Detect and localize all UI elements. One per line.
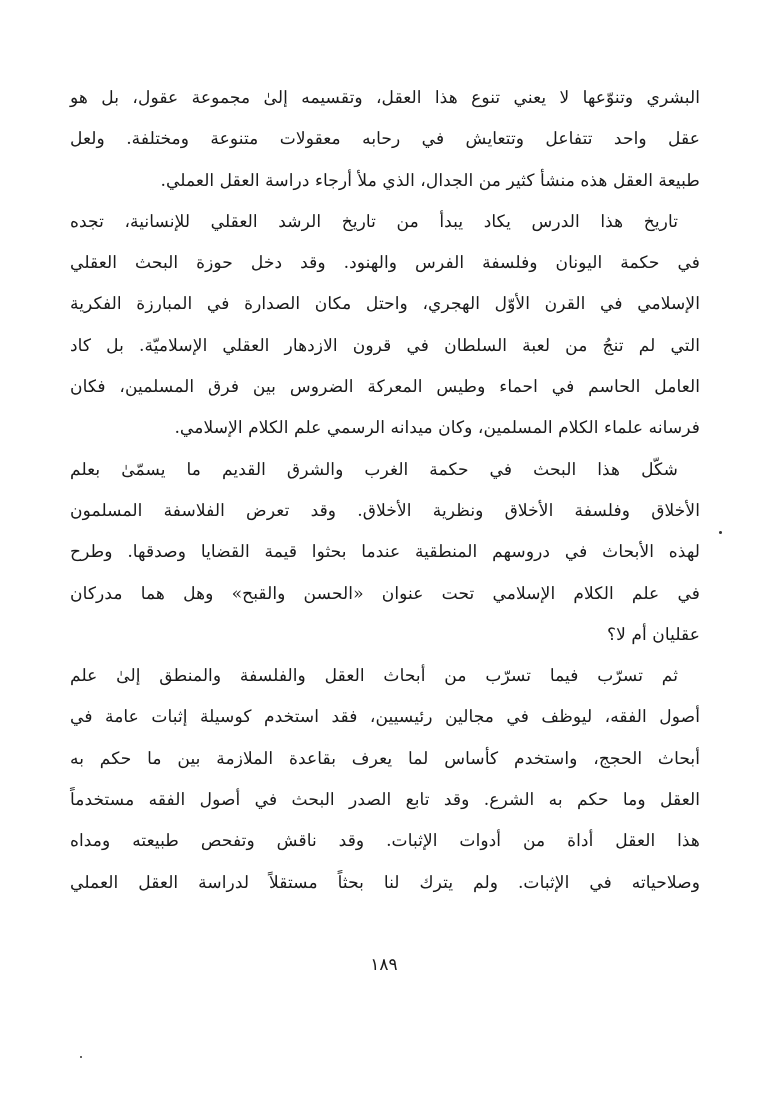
text-line: العامل الحاسم في احماء وطيس المعركة الضروس بين فرق المسلمين، فكان (70, 377, 700, 398)
text-line: فرسانه علماء الكلام المسلمين، وكان ميدانه الرسمي علم الكلام الإسلامي. (174, 418, 700, 439)
text-line: في حكمة اليونان وفلسفة الفرس والهنود. وقد دخل حوزة البحث العقلي (70, 253, 700, 274)
text-line: الإسلامي في القرن الأوّل الهجري، واحتل مكان الصدارة في المبارزة الفكرية (70, 294, 700, 315)
text-line: التي لم تنجُ من لعبة السلطان في قرون الازدهار العقلي الإسلاميّة. بل كاد (70, 335, 700, 356)
text-line: أصول الفقه، ليوظف في مجالين رئيسيين، فقد استخدم كوسيلة إثبات عامة في (70, 707, 700, 728)
text-line: لهذه الأبحاث في دروسهم المنطقية عندما بحثوا قيمة القضايا وصدقها. وطرح (70, 542, 700, 563)
text-line: عقل واحد تتفاعل وتتعايش في رحابه معقولات متنوعة ومختلفة. ولعل (70, 129, 700, 150)
text-line: في علم الكلام الإسلامي تحت عنوان «الحسن والقبح» وهل هما مدركان (70, 583, 700, 604)
paragraph-start-line: شكّل هذا البحث في حكمة الغرب والشرق القديم ما يسمّىٰ بعلم (70, 459, 678, 480)
text-line: العقل وما حكم به الشرع. وقد تابع الصدر البحث في أصول الفقه مستخدماً (70, 790, 700, 811)
text-line: أبحاث الحجج، واستخدم كأساس لما يعرف بقاعدة الملازمة بين ما حكم به (70, 748, 700, 769)
body-text (70, 78, 700, 904)
text-line: هذا العقل أداة من أدوات الإثبات. وقد ناقش وتفحص طبيعته ومداه (70, 831, 700, 852)
page-number: ١٨٩ (370, 955, 398, 975)
text-line: وصلاحياته في الإثبات. ولم يترك لنا بحثاً مستقلاً لدراسة العقل العملي (70, 872, 700, 893)
scan-speck (80, 1056, 82, 1058)
paragraph-start-line: تاريخ هذا الدرس يكاد يبدأ من تاريخ الرشد العقلي للإنسانية، تجده (70, 211, 678, 232)
text-line: البشري وتنوّعها لا يعني تنوع هذا العقل، وتقسيمه إلىٰ مجموعة عقول، بل هو (70, 88, 700, 108)
scan-speck (719, 531, 722, 534)
text-line: عقليان أم لا؟ (607, 624, 700, 645)
paragraph-start-line: ثم تسرّب فيما تسرّب من أبحاث العقل والفلسفة والمنطق إلىٰ علم (70, 666, 678, 687)
text-line: طبيعة العقل هذه منشأ كثير من الجدال، الذي ملأ أرجاء دراسة العقل العملي. (160, 170, 700, 191)
text-line: الأخلاق وفلسفة الأخلاق ونظرية الأخلاق. وقد تعرض الفلاسفة المسلمون (70, 500, 700, 521)
